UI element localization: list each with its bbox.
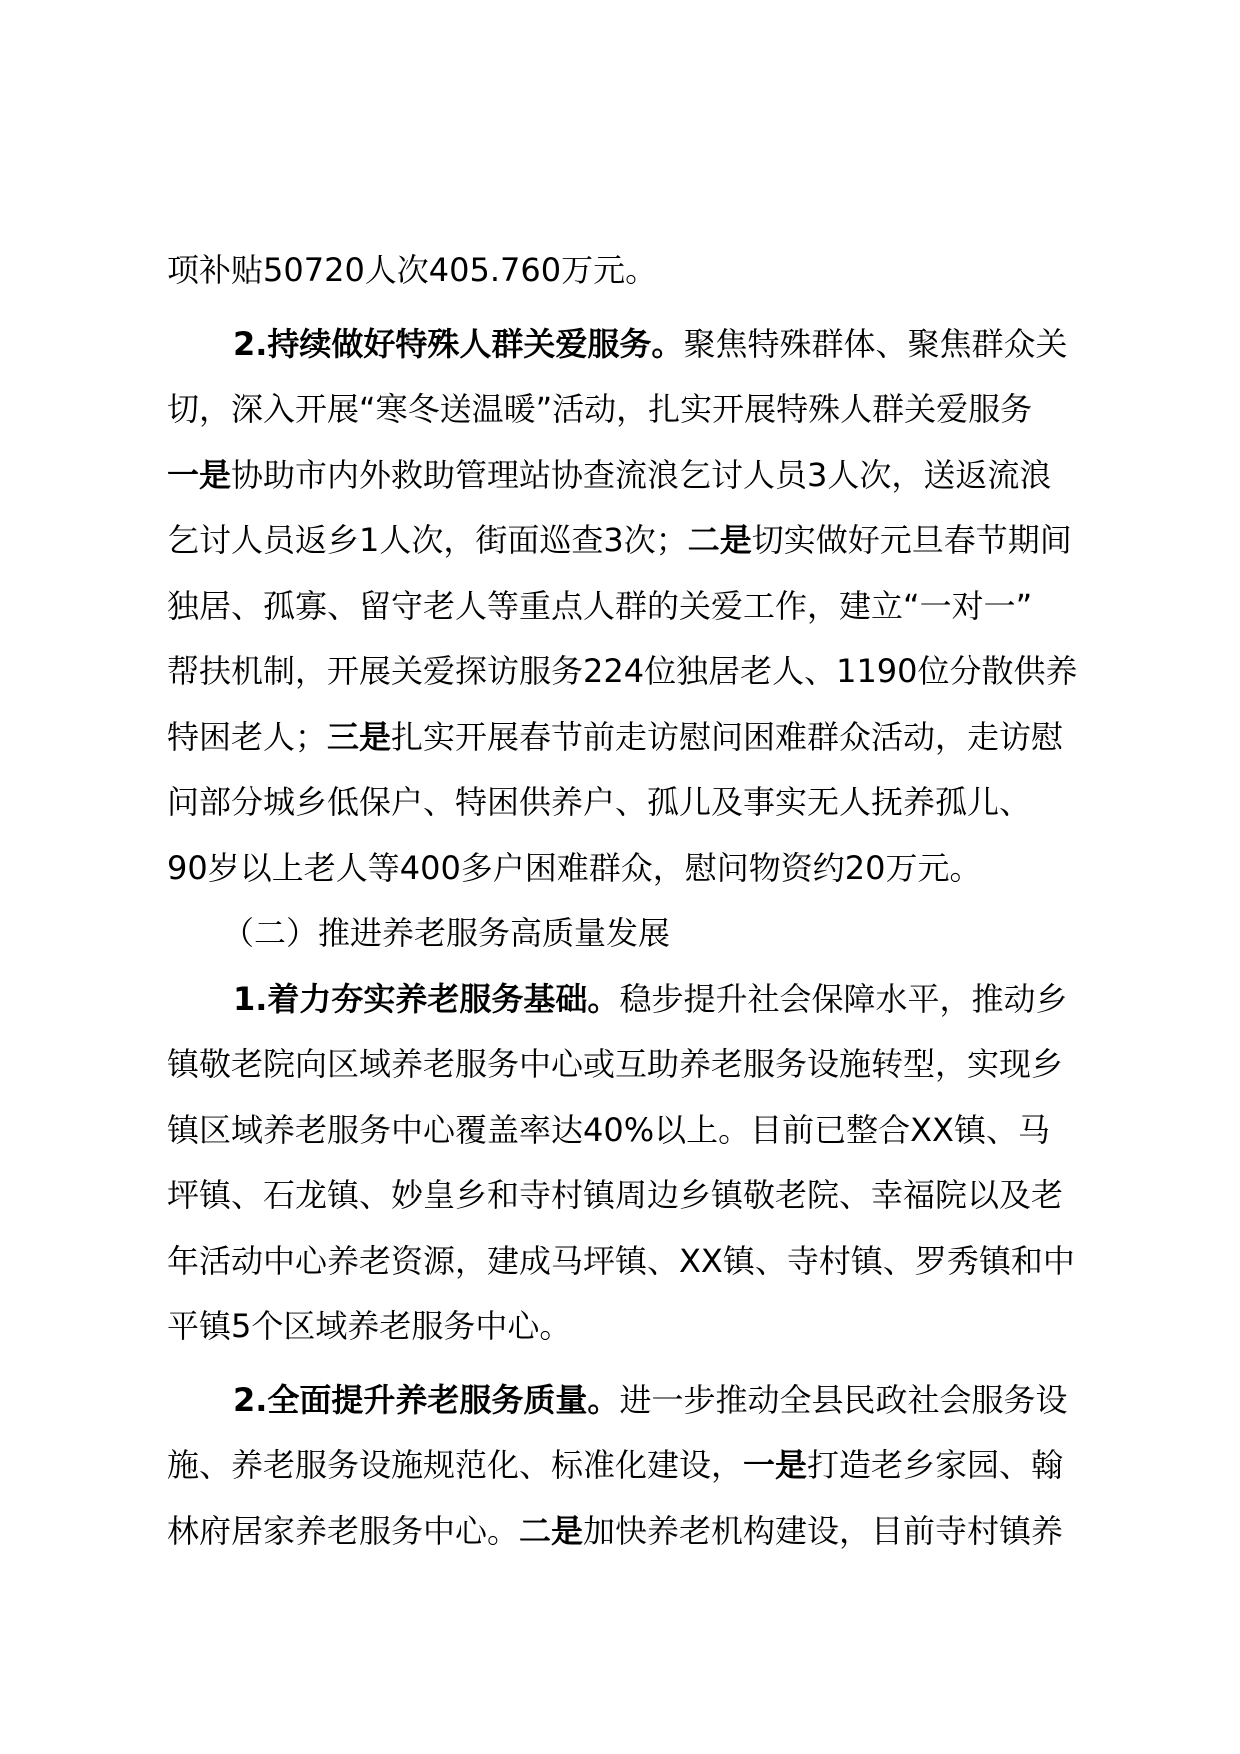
text-line (167, 1098, 1107, 1164)
text-line (167, 770, 1107, 836)
bold-marker: 三是 (327, 717, 392, 756)
text-line (167, 836, 1107, 902)
text-line (167, 1163, 1107, 1229)
text-line (167, 508, 1107, 574)
text-line (167, 705, 1107, 771)
text-line (167, 1433, 1107, 1499)
paragraph-heading-line (167, 967, 1107, 1033)
text: 镇区域养老服务中心覆盖率达40%以上。目前已整合XX镇、马 (167, 1110, 1050, 1149)
text: 90岁以上老人等400多户困难群众，慰问物资约20万元。 (167, 848, 982, 887)
text: 聚焦特殊群体、聚焦群众关 (683, 324, 1068, 363)
document-page (167, 238, 1107, 1564)
text: 坪镇、石龙镇、妙皇乡和寺村镇周边乡镇敬老院、幸福院以及老 (167, 1176, 1064, 1214)
text: 项补贴50720人次405.760万元。 (167, 251, 658, 289)
bold-heading: 2.持续做好特殊人群关爱服务。 (233, 324, 684, 363)
bold-heading: 2.全面提升养老服务质量。 (233, 1380, 620, 1419)
bold-marker: 二是 (519, 1511, 584, 1550)
text: 扎实开展春节前走访慰问困难群众活动，走访慰 (391, 717, 1064, 756)
bold-marker: 二是 (687, 521, 752, 559)
bold-heading: 1.着力夯实养老服务基础。 (233, 979, 620, 1018)
text-line (167, 639, 1107, 705)
text-line (167, 238, 1107, 304)
text: 镇敬老院向区域养老服务中心或互助养老服务设施转型，实现乡 (167, 1045, 1064, 1083)
text: 独居、孤寡、留守老人等重点人群的关爱工作，建立“一对一” (167, 586, 1033, 625)
text: 乞讨人员返乡1人次，街面巡查3次； (167, 521, 688, 559)
text: 打造老乡家园、翰 (807, 1446, 1064, 1484)
text: 协助市内外救助管理站协查流浪乞讨人员3人次，送返流浪 (231, 455, 1052, 494)
text: 进一步推动全县民政社会服务设 (619, 1380, 1068, 1419)
bold-marker: 一是 (167, 455, 232, 494)
text-line (167, 1229, 1107, 1295)
text: 稳步提升社会保障水平，推动乡 (619, 979, 1068, 1018)
text-line (167, 443, 1107, 509)
paragraph-heading-line (167, 1368, 1107, 1434)
bold-marker: 一是 (743, 1446, 808, 1484)
text: 切，深入开展“寒冬送温暖”活动，扎实开展特殊人群关爱服务 (167, 390, 1033, 428)
text-line (167, 1032, 1107, 1098)
text: 平镇5个区域养老服务中心。 (167, 1307, 572, 1345)
section-heading (167, 901, 1107, 967)
text: 林府居家养老服务中心。 (167, 1511, 520, 1550)
text: 年活动中心养老资源，建成马坪镇、XX镇、寺村镇、罗秀镇和中 (167, 1241, 1075, 1280)
text: 加快养老机构建设，目前寺村镇养 (583, 1511, 1064, 1550)
text-line (167, 1499, 1107, 1565)
text-line (167, 377, 1107, 443)
text: 问部分城乡低保户、特困供养户、孤儿及事实无人抚养孤儿、 (167, 783, 1032, 821)
paragraph-heading-line (167, 312, 1107, 378)
section-heading-text: （二）推进养老服务高质量发展 (222, 914, 671, 952)
text: 帮扶机制，开展关爱探访服务224位独居老人、1190位分散供养 (167, 652, 1078, 690)
text-line (167, 1294, 1107, 1360)
text: 施、养老服务设施规范化、标准化建设， (167, 1446, 744, 1484)
text: 特困老人； (167, 717, 328, 756)
text: 切实做好元旦春节期间 (751, 521, 1072, 559)
text-line (167, 574, 1107, 640)
